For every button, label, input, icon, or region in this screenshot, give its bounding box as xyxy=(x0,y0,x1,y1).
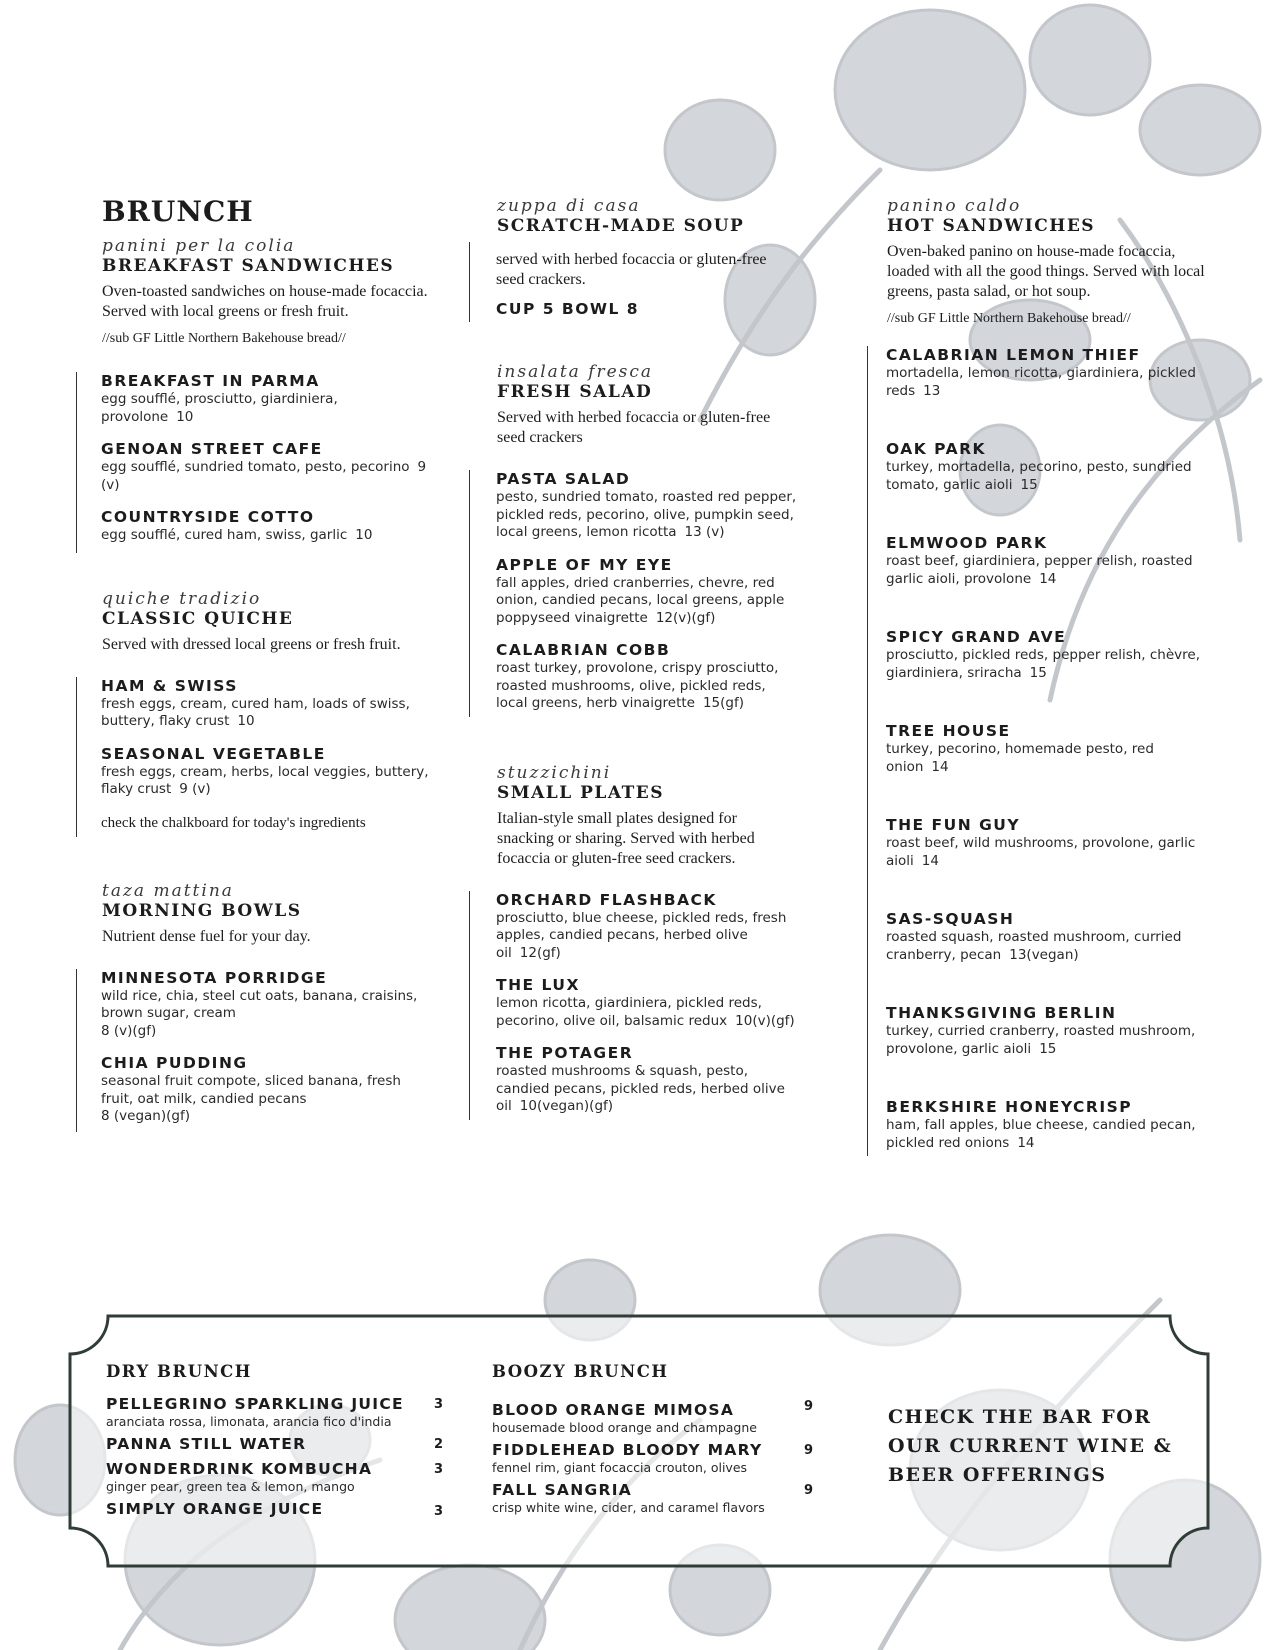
breakfast-script-title: panini per la colia xyxy=(102,236,296,256)
menu-item-description xyxy=(886,647,1207,682)
menu-item-description xyxy=(886,835,1207,870)
drink-item xyxy=(106,1395,446,1429)
menu-item xyxy=(101,745,432,799)
menu-item-name: OAK PARK xyxy=(886,440,987,458)
menu-item-name: TREE HOUSE xyxy=(886,722,1011,740)
menu-item xyxy=(496,556,797,628)
drink-name: FIDDLEHEAD BLOODY MARY xyxy=(492,1441,763,1459)
menu-item xyxy=(496,891,797,963)
menu-item xyxy=(886,346,1207,400)
page-title: BRUNCH xyxy=(102,195,254,228)
menu-item-name: SPICY GRAND AVE xyxy=(886,628,1067,646)
menu-item-name: COUNTRYSIDE COTTO xyxy=(101,508,315,526)
quiche-chalkboard-note: check the chalkboard for today's ingredients xyxy=(101,814,366,831)
menu-item xyxy=(496,976,797,1030)
menu-item-ingredients: wild rice, chia, steel cut oats, banana, craisins, brown sugar, cream xyxy=(101,987,418,1021)
salad-title: FRESH SALAD xyxy=(497,382,653,402)
breakfast-title: BREAKFAST SANDWICHES xyxy=(102,256,395,276)
menu-item-ingredients: turkey, mortadella, pecorino, pesto, sundried tomato, garlic aioli xyxy=(886,459,1192,493)
drink-price: 2 xyxy=(434,1437,444,1452)
drink-item xyxy=(106,1435,446,1454)
drink-price: 3 xyxy=(434,1462,444,1477)
salad-description: Served with herbed focaccia or gluten-free seed crackers xyxy=(497,409,771,446)
menu-item xyxy=(101,508,432,553)
column-right xyxy=(887,196,1207,1156)
column-middle xyxy=(497,196,797,1120)
drink-description: fennel rim, giant focaccia crouton, olives xyxy=(492,1460,748,1475)
menu-item-description xyxy=(101,764,432,799)
menu-item-ingredients: egg soufflé, cured ham, swiss, garlic xyxy=(101,527,348,543)
hot-title: HOT SANDWICHES xyxy=(887,216,1096,236)
drink-price: 9 xyxy=(804,1483,814,1498)
menu-item-ingredients: egg soufflé, prosciutto, giardiniera, provolone xyxy=(101,391,338,425)
menu-item xyxy=(101,969,432,1041)
menu-item-price: 9 (v) xyxy=(179,781,211,797)
quiche-script-title: quiche tradizio xyxy=(102,588,262,609)
drink-name: BLOOD ORANGE MIMOSA xyxy=(492,1401,735,1419)
plates-script-title: stuzzichini xyxy=(497,762,612,783)
menu-item-name: BERKSHIRE HONEYCRISP xyxy=(886,1098,1133,1116)
menu-item-price: 12(v)(gf) xyxy=(655,609,716,626)
menu-item xyxy=(101,1054,432,1132)
menu-item-description xyxy=(101,391,432,426)
drink-name: FALL SANGRIA xyxy=(492,1481,633,1499)
menu-item-ingredients: turkey, pecorino, homemade pesto, red onion xyxy=(886,741,1154,775)
quiche-title: CLASSIC QUICHE xyxy=(102,608,294,629)
drink-item xyxy=(106,1500,446,1519)
menu-item-price: 14 xyxy=(1017,1134,1035,1151)
bowls-description: Nutrient dense fuel for your day. xyxy=(102,927,311,945)
menu-item-price: 15 xyxy=(1029,664,1047,681)
menu-item-price: 14 xyxy=(1039,570,1057,587)
menu-item-price: 14 xyxy=(921,852,939,869)
salad-section xyxy=(497,362,797,717)
drink-item xyxy=(492,1441,822,1475)
menu-item-name: ORCHARD FLASHBACK xyxy=(496,890,717,909)
drink-name: SIMPLY ORANGE JUICE xyxy=(106,1500,324,1518)
menu-item xyxy=(886,440,1207,494)
menu-item-name: CALABRIAN COBB xyxy=(496,641,671,659)
menu-item-name: THE POTAGER xyxy=(496,1044,634,1062)
salad-item-list xyxy=(469,470,797,717)
menu-item-name: THE LUX xyxy=(496,976,580,994)
breakfast-item-list xyxy=(76,372,432,553)
bar-offerings-note: CHECK THE BAR FOR OUR CURRENT WINE & BEER OFFERINGS xyxy=(888,1406,1173,1486)
menu-item-description xyxy=(886,365,1207,400)
menu-item-ingredients: pesto, sundried tomato, roasted red pepper, pickled reds, pecorino, olive, pumpkin seed, local greens, lemon ricotta xyxy=(496,489,797,540)
menu-item-name: CHIA PUDDING xyxy=(101,1054,248,1072)
menu-item-price: 8 (vegan)(gf) xyxy=(101,1108,190,1124)
dry-brunch-title: DRY BRUNCH xyxy=(106,1362,252,1381)
drink-item xyxy=(492,1401,822,1435)
drink-item xyxy=(492,1481,822,1515)
soup-section xyxy=(497,196,797,322)
menu-item-price: 12(gf) xyxy=(519,944,561,961)
soup-price: CUP 5 BOWL 8 xyxy=(496,300,640,318)
quiche-section xyxy=(102,589,432,837)
menu-item-name: THE FUN GUY xyxy=(886,816,1021,834)
boozy-brunch-section xyxy=(492,1362,822,1521)
drink-description: crisp white wine, cider, and caramel flavors xyxy=(492,1500,765,1515)
plates-description: Italian-style small plates designed for snacking or sharing. Served with herbed focaccia or gluten-free seed crackers. xyxy=(497,809,755,867)
soup-script-title: zuppa di casa xyxy=(497,196,641,216)
menu-item xyxy=(496,641,797,717)
menu-item-description xyxy=(101,459,432,494)
boozy-brunch-title: BOOZY BRUNCH xyxy=(492,1362,669,1381)
bowls-item-list xyxy=(76,969,432,1132)
menu-item-description xyxy=(496,489,797,542)
menu-item-ingredients: roast beef, wild mushrooms, provolone, garlic aioli xyxy=(886,835,1196,869)
hot-description: Oven-baked panino on house-made focaccia, loaded with all the good things. Served with local greens, pasta salad, or hot soup. xyxy=(887,243,1205,300)
menu-item-price: 10(v)(gf) xyxy=(735,1012,795,1029)
menu-item-description xyxy=(886,1117,1207,1152)
hot-script-title: panino caldo xyxy=(887,196,1022,216)
drink-price: 3 xyxy=(434,1397,444,1412)
menu-item-description xyxy=(496,660,797,713)
menu-item xyxy=(886,722,1207,776)
menu-item xyxy=(496,470,797,542)
menu-item-description xyxy=(886,1023,1207,1058)
menu-item-ingredients: fresh eggs, cream, cured ham, loads of swiss, buttery, flaky crust xyxy=(101,695,410,729)
soup-body xyxy=(469,242,797,322)
drink-description: ginger pear, green tea & lemon, mango xyxy=(106,1479,355,1494)
bowls-title: MORNING BOWLS xyxy=(102,900,302,921)
menu-item-price: 9 (v) xyxy=(101,459,427,493)
menu-item-ingredients: fall apples, dried cranberries, chevre, red onion, candied pecans, local greens, apple poppyseed vinaigrette xyxy=(496,574,785,626)
menu-item-ingredients: egg soufflé, sundried tomato, pesto, pecorino xyxy=(101,459,410,475)
drink-name: PANNA STILL WATER xyxy=(106,1435,307,1453)
menu-item-description xyxy=(101,527,432,545)
breakfast-description: Oven-toasted sandwiches on house-made focaccia. Served with local greens or fresh fruit. xyxy=(102,283,428,320)
menu-item-description xyxy=(496,995,797,1030)
drink-price: 3 xyxy=(434,1504,444,1519)
menu-item-ingredients: ham, fall apples, blue cheese, candied pecan, pickled red onions xyxy=(886,1117,1196,1151)
drink-price: 9 xyxy=(804,1399,814,1414)
menu-item-ingredients: roasted squash, roasted mushroom, curried cranberry, pecan xyxy=(886,929,1182,963)
menu-item-ingredients: roast beef, giardiniera, pepper relish, roasted garlic aioli, provolone xyxy=(886,553,1193,587)
quiche-item-list xyxy=(76,677,432,837)
dry-brunch-section xyxy=(106,1362,446,1525)
drink-price: 9 xyxy=(804,1443,814,1458)
menu-item-description xyxy=(496,575,797,628)
menu-item-name: APPLE OF MY EYE xyxy=(496,555,673,574)
menu-item xyxy=(496,1044,797,1120)
menu-item xyxy=(886,1004,1207,1058)
drink-item xyxy=(106,1460,446,1494)
menu-item-ingredients: turkey, curried cranberry, roasted mushroom, provolone, garlic aioli xyxy=(886,1023,1196,1057)
menu-item-price: 15 xyxy=(1020,476,1038,493)
plates-title: SMALL PLATES xyxy=(497,782,664,803)
menu-item xyxy=(886,628,1207,682)
menu-item xyxy=(886,910,1207,964)
drink-description: aranciata rossa, limonata, arancia fico d'india xyxy=(106,1414,392,1429)
menu-item-ingredients: seasonal fruit compote, sliced banana, fresh fruit, oat milk, candied pecans xyxy=(101,1073,401,1107)
menu-item-price: 10(vegan)(gf) xyxy=(519,1098,614,1114)
quiche-description: Served with dressed local greens or fresh fruit. xyxy=(102,635,401,653)
menu-item-name: HAM & SWISS xyxy=(101,676,238,695)
menu-item-ingredients: roasted mushrooms & squash, pesto, candied pecans, pickled reds, herbed olive oil xyxy=(496,1063,785,1114)
drink-name: PELLEGRINO SPARKLING JUICE xyxy=(106,1395,404,1413)
menu-item-name: THANKSGIVING BERLIN xyxy=(886,1004,1117,1022)
menu-item-name: SEASONAL VEGETABLE xyxy=(101,744,326,763)
bowls-section xyxy=(102,881,432,1132)
breakfast-section xyxy=(102,236,432,553)
menu-item xyxy=(101,440,432,494)
menu-item-name: CALABRIAN LEMON THIEF xyxy=(886,346,1141,364)
menu-item xyxy=(886,534,1207,588)
menu-item-ingredients: mortadella, lemon ricotta, giardiniera, pickled reds xyxy=(886,365,1196,399)
menu-item-description xyxy=(886,459,1207,494)
menu-item-ingredients: prosciutto, pickled reds, pepper relish, chèvre, giardiniera, sriracha xyxy=(886,647,1201,681)
menu-item-price: 10 xyxy=(355,527,373,543)
menu-item-name: MINNESOTA PORRIDGE xyxy=(101,968,328,987)
drink-name: WONDERDRINK KOMBUCHA xyxy=(106,1460,373,1478)
menu-item-name: PASTA SALAD xyxy=(496,470,631,488)
breakfast-gf-note: //sub GF Little Northern Bakehouse bread// xyxy=(102,331,346,346)
salad-script-title: insalata fresca xyxy=(497,362,654,382)
menu-item xyxy=(886,1098,1207,1156)
menu-item-price: 13 (v) xyxy=(684,524,725,540)
menu-item-description xyxy=(496,1063,797,1116)
menu-item-description xyxy=(886,553,1207,588)
menu-item-name: SAS-SQUASH xyxy=(886,910,1015,928)
plates-item-list xyxy=(469,891,797,1120)
menu-item-price: 13(vegan) xyxy=(1009,946,1079,963)
menu-item-name: GENOAN STREET CAFE xyxy=(101,440,323,458)
bowls-script-title: taza mattina xyxy=(102,880,234,901)
menu-item-ingredients: lemon ricotta, giardiniera, pickled reds, pecorino, olive oil, balsamic redux xyxy=(496,995,762,1029)
menu-item-ingredients: roast turkey, provolone, crispy prosciutto, roasted mushrooms, olive, pickled reds, local greens, herb vinaigrette xyxy=(496,660,779,711)
menu-item-price: 10 xyxy=(176,408,194,425)
menu-item-description xyxy=(886,929,1207,964)
menu-item-description xyxy=(886,741,1207,776)
soup-description: served with herbed focaccia or gluten-free seed crackers. xyxy=(496,251,767,288)
menu-item-description xyxy=(101,696,432,731)
menu-item-price: 14 xyxy=(931,758,949,775)
menu-item xyxy=(101,372,432,426)
hot-gf-note: //sub GF Little Northern Bakehouse bread// xyxy=(887,311,1131,326)
menu-item-name: BREAKFAST IN PARMA xyxy=(101,372,320,390)
menu-item xyxy=(101,677,432,731)
menu-item-price: 15 xyxy=(1039,1040,1057,1057)
column-left xyxy=(102,196,432,1132)
menu-item-ingredients: prosciutto, blue cheese, pickled reds, fresh apples, candied pecans, herbed olive oil xyxy=(496,909,787,961)
menu-item xyxy=(886,816,1207,870)
menu-item-price: 15(gf) xyxy=(702,695,745,711)
menu-item-description xyxy=(496,910,797,963)
soup-title: SCRATCH-MADE SOUP xyxy=(497,216,745,236)
menu-item-price: 8 (v)(gf) xyxy=(101,1022,157,1039)
menu-item-price: 13 xyxy=(923,382,941,399)
menu-item-ingredients: fresh eggs, cream, herbs, local veggies, buttery, flaky crust xyxy=(101,763,429,797)
drink-description: housemade blood orange and champagne xyxy=(492,1420,757,1435)
menu-item-price: 10 xyxy=(237,713,255,729)
menu-item-name: ELMWOOD PARK xyxy=(886,534,1048,552)
plates-section xyxy=(497,763,797,1120)
hot-item-list xyxy=(867,346,1207,1156)
